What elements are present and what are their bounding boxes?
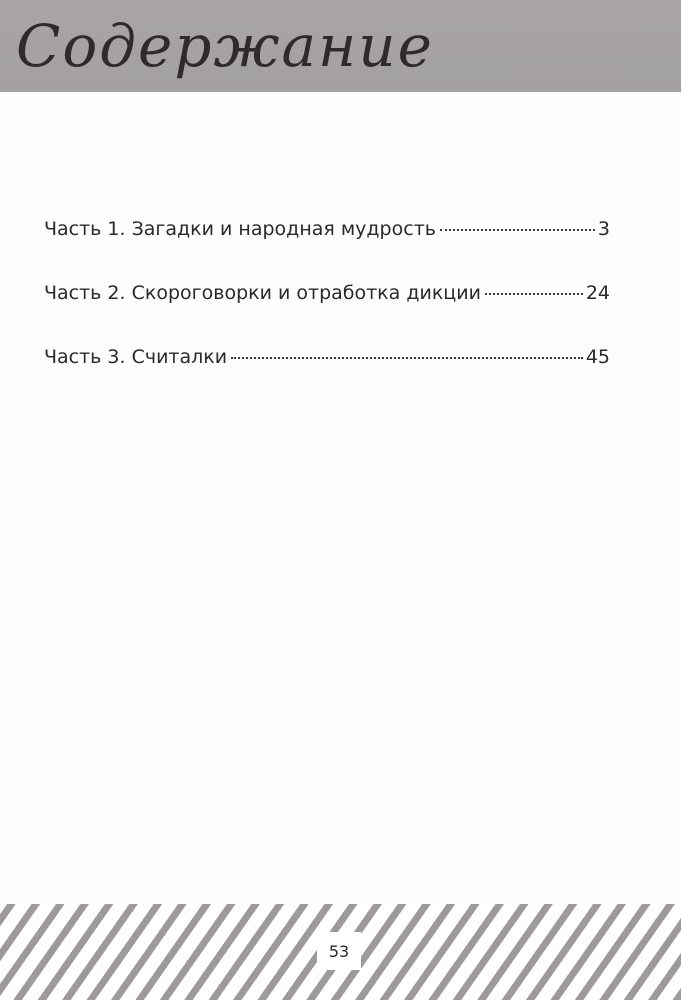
toc-item-page: 45	[585, 346, 610, 368]
toc-item-title: Часть 3. Считалки	[44, 346, 228, 368]
toc-item-page: 24	[585, 282, 610, 304]
toc-leader-dots	[485, 293, 583, 295]
page-number: 53	[317, 932, 361, 970]
toc-item[interactable]	[44, 218, 610, 254]
toc-item-page: 3	[597, 218, 610, 240]
toc-item[interactable]	[44, 282, 610, 318]
page-title: Содержание	[16, 12, 434, 80]
toc-leader-dots	[440, 229, 595, 231]
table-of-contents	[44, 218, 610, 410]
toc-leader-dots	[231, 357, 583, 359]
toc-item-title: Часть 1. Загадки и народная мудрость	[44, 218, 436, 240]
toc-item[interactable]	[44, 346, 610, 382]
toc-item-title: Часть 2. Скороговорки и отработка дикции	[44, 282, 481, 304]
header-band	[0, 0, 681, 92]
